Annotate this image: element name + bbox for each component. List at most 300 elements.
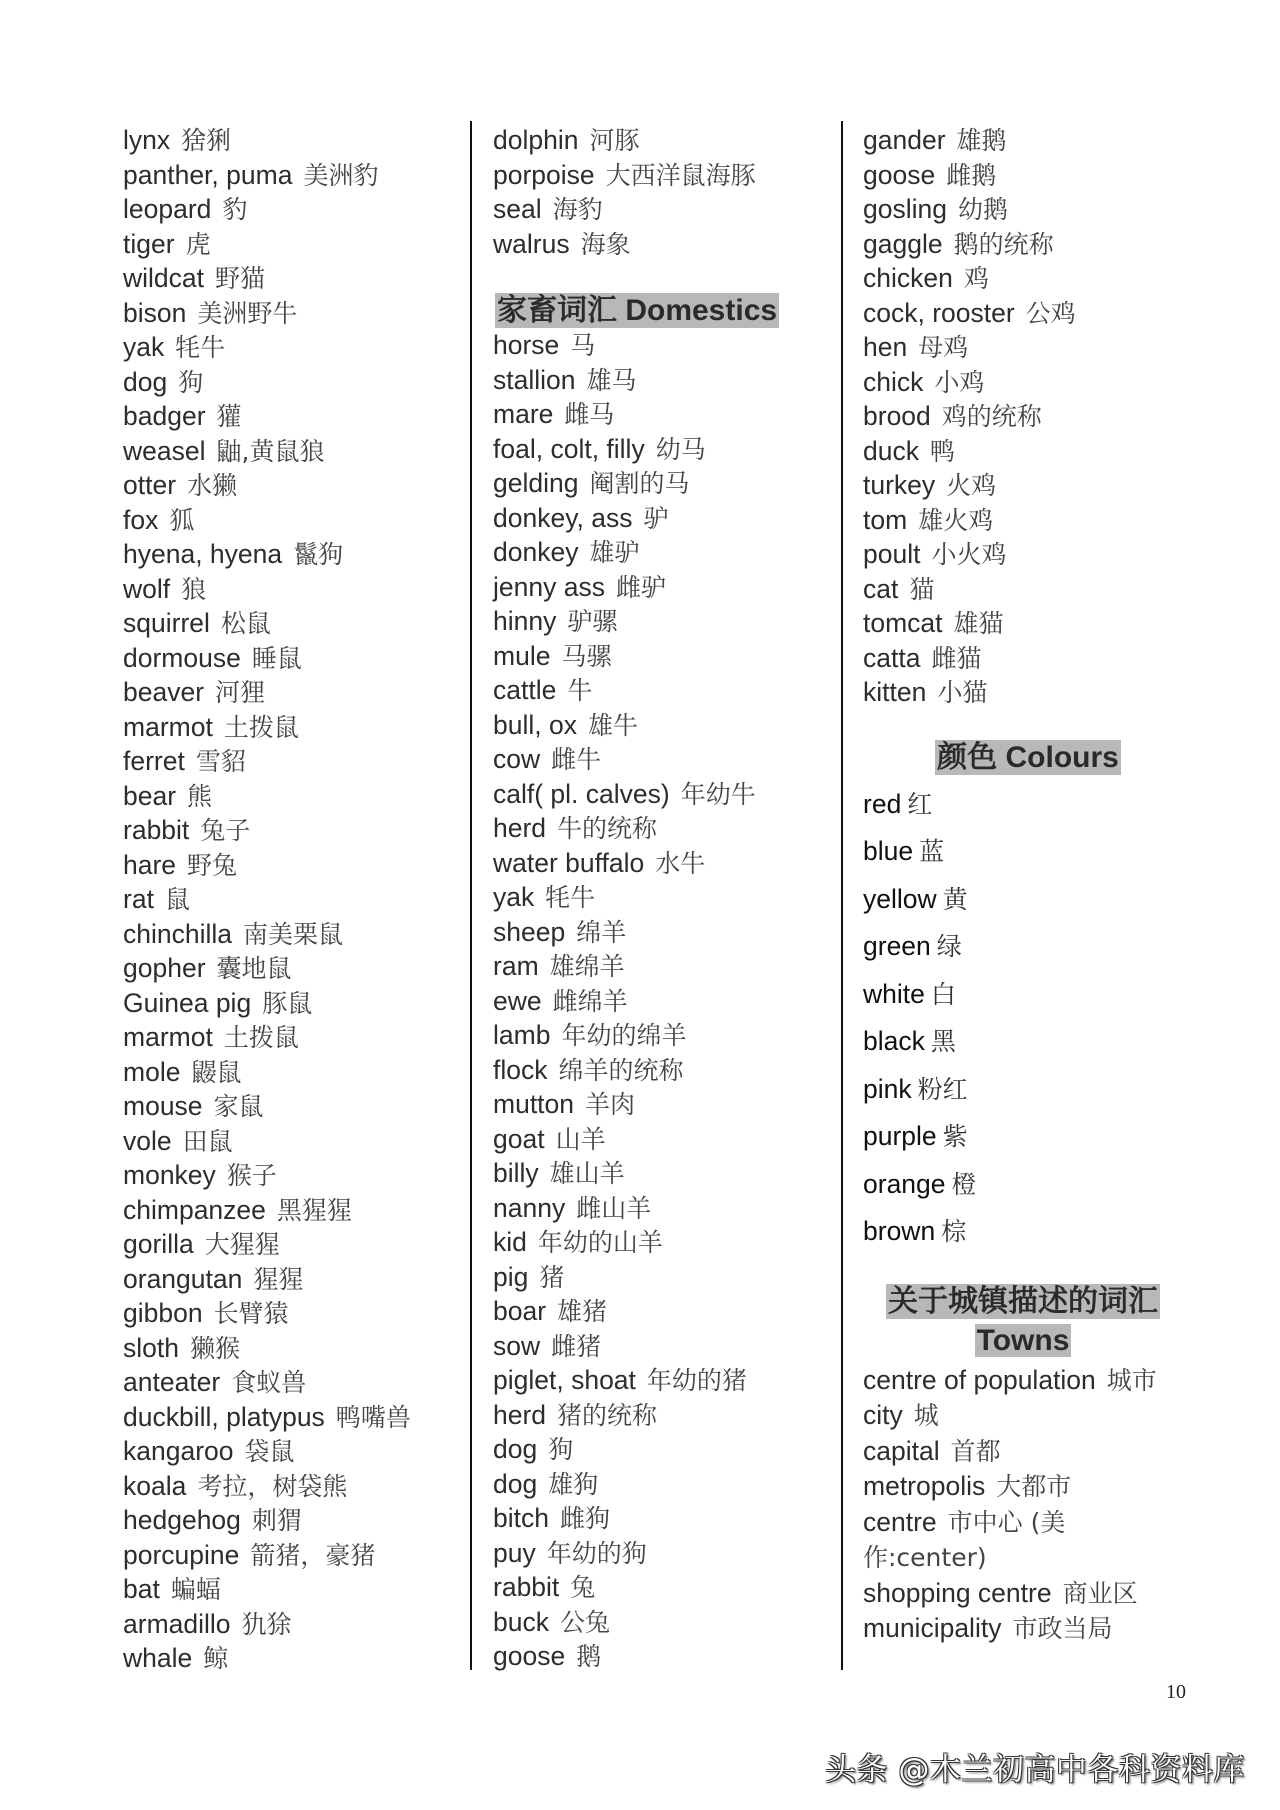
vocab-item xyxy=(493,1639,833,1674)
english-term: brood xyxy=(863,401,931,431)
english-term: lynx xyxy=(123,125,171,155)
english-term: tomcat xyxy=(863,608,943,638)
chinese-translation: 驴骡 xyxy=(567,607,618,636)
english-term: koala xyxy=(123,1470,187,1501)
vocab-item xyxy=(123,1331,463,1366)
chinese-translation: 山羊 xyxy=(555,1124,606,1154)
chinese-translation: 鹅的统称 xyxy=(953,229,1054,259)
town-item xyxy=(863,1469,1183,1505)
colour-item xyxy=(863,781,1193,829)
english-term: goose xyxy=(863,159,936,190)
english-term: marmot xyxy=(123,1022,213,1052)
english-term: jenny ass xyxy=(493,571,605,602)
chinese-translation: 雄鹅 xyxy=(956,126,1007,155)
english-term: monkey xyxy=(123,1160,216,1190)
english-term: hen xyxy=(863,332,908,362)
english-term: herd xyxy=(493,1399,547,1430)
english-term: herd xyxy=(493,813,547,843)
vocab-item xyxy=(123,123,463,158)
english-term: ram xyxy=(493,951,539,981)
vocab-item xyxy=(493,1191,833,1226)
english-term: mare xyxy=(493,399,554,429)
vocab-item xyxy=(863,158,1193,193)
vocab-item xyxy=(123,468,463,503)
english-term: hare xyxy=(123,849,177,880)
vocab-item xyxy=(123,572,463,607)
vocab-item xyxy=(493,328,833,363)
vocab-item xyxy=(863,399,1193,434)
english-term: city xyxy=(863,1400,903,1430)
english-term: bull, ox xyxy=(493,709,577,740)
vocab-item xyxy=(493,192,833,227)
english-term: sow xyxy=(493,1330,541,1361)
sea-animals-list xyxy=(493,123,833,261)
chinese-translation: 雄驴 xyxy=(589,538,640,567)
chinese-translation: 雌猫 xyxy=(931,643,982,673)
vocab-item xyxy=(863,572,1193,607)
chinese-translation: 狼 xyxy=(181,574,207,604)
english-term: billy xyxy=(493,1158,539,1188)
english-term: kangaroo xyxy=(123,1436,234,1466)
english-term: yak xyxy=(123,332,165,362)
chinese-translation: 豚鼠 xyxy=(262,988,313,1018)
vocab-item xyxy=(123,813,463,848)
towns-heading-line1: 关于城镇描述的词汇 xyxy=(888,1284,1158,1318)
colour-item xyxy=(863,1066,1193,1114)
english-term: purple xyxy=(863,1121,937,1151)
english-term: bat xyxy=(123,1574,160,1604)
chinese-translation: 考拉，树袋熊 xyxy=(197,1471,348,1501)
english-term: donkey xyxy=(493,537,579,567)
vocab-item xyxy=(123,296,463,331)
english-term: pink xyxy=(863,1073,912,1104)
vocab-item xyxy=(123,1193,463,1228)
chinese-translation: 公鸡 xyxy=(1025,298,1076,328)
chinese-translation: 雌狗 xyxy=(559,1504,610,1533)
chinese-translation: 雄绵羊 xyxy=(549,952,625,981)
english-term: pig xyxy=(493,1261,529,1292)
vocab-item xyxy=(493,1087,833,1122)
vocab-item xyxy=(493,158,833,193)
colour-item xyxy=(863,1018,1193,1066)
chinese-translation: 首都 xyxy=(950,1436,1001,1466)
vocab-item xyxy=(493,915,833,950)
english-term: blue xyxy=(863,836,914,866)
vocab-item xyxy=(493,604,833,639)
vocab-item xyxy=(123,1572,463,1607)
english-term: flock xyxy=(493,1054,548,1085)
towns-list xyxy=(863,1363,1193,1647)
english-term: bear xyxy=(123,780,177,811)
vocab-item xyxy=(123,779,463,814)
english-term: sheep xyxy=(493,916,566,947)
english-term: cattle xyxy=(493,675,557,705)
chinese-translation: 犰狳 xyxy=(241,1609,292,1639)
chinese-translation: 家鼠 xyxy=(213,1092,264,1121)
chinese-translation: 年幼牛 xyxy=(680,779,756,809)
english-term: yellow xyxy=(863,883,937,914)
english-term: marmot xyxy=(123,711,213,742)
english-term: armadillo xyxy=(123,1608,231,1639)
chinese-translation: 鹅 xyxy=(576,1642,602,1671)
vocab-item xyxy=(863,468,1193,503)
chinese-translation: 幼马 xyxy=(655,434,706,464)
vocab-item xyxy=(123,675,463,710)
vocab-item xyxy=(123,537,463,572)
english-term: capital xyxy=(863,1435,940,1466)
chinese-translation: 紫 xyxy=(942,1122,968,1151)
colour-item xyxy=(863,828,1193,876)
vocab-item xyxy=(493,1053,833,1088)
english-term: gopher xyxy=(123,953,206,983)
chinese-translation: 阉割的马 xyxy=(589,469,690,498)
vocab-item xyxy=(493,1225,833,1260)
english-term: yak xyxy=(493,882,535,912)
chinese-translation: 猩猩 xyxy=(253,1264,304,1294)
english-term: otter xyxy=(123,470,177,500)
vocab-item xyxy=(493,397,833,432)
vocab-item xyxy=(123,1503,463,1538)
english-term: puy xyxy=(493,1537,536,1568)
chinese-translation: 野猫 xyxy=(215,264,266,293)
chinese-translation: 棕 xyxy=(941,1217,967,1246)
vocab-item xyxy=(123,1124,463,1159)
chinese-translation: 雌鹅 xyxy=(946,160,997,190)
chinese-translation: 囊地鼠 xyxy=(216,954,292,983)
chinese-translation: 市政当局 xyxy=(1012,1614,1113,1643)
english-term: mutton xyxy=(493,1089,575,1119)
vocab-item xyxy=(123,986,463,1021)
vocab-item xyxy=(123,330,463,365)
vocab-item xyxy=(123,710,463,745)
chinese-translation: 年幼的绵羊 xyxy=(561,1021,687,1050)
chinese-translation: 黑 xyxy=(930,1027,956,1056)
english-term: water buffalo xyxy=(493,847,645,878)
chinese-translation: 水獭 xyxy=(187,471,238,500)
vocab-item xyxy=(493,777,833,812)
vocab-item xyxy=(493,1294,833,1329)
english-term: dormouse xyxy=(123,642,241,673)
chinese-translation: 牦牛 xyxy=(175,333,226,362)
english-term: duck xyxy=(863,435,919,466)
english-term: duckbill, platypus xyxy=(123,1401,325,1432)
vocab-item xyxy=(863,330,1193,365)
chinese-translation: 马骡 xyxy=(561,641,612,671)
vocab-item xyxy=(123,1262,463,1297)
vocab-item xyxy=(863,641,1193,676)
english-term: tom xyxy=(863,504,908,535)
english-term: beaver xyxy=(123,677,205,707)
chinese-translation: 土拨鼠 xyxy=(223,1023,299,1052)
english-term: panther, puma xyxy=(123,159,293,190)
chinese-translation: 雌猪 xyxy=(551,1331,602,1361)
english-term: nanny xyxy=(493,1192,566,1223)
vocab-item xyxy=(123,744,463,779)
english-term: dog xyxy=(123,366,168,397)
town-item xyxy=(863,1363,1183,1399)
english-term: rabbit xyxy=(493,1572,560,1602)
colours-list xyxy=(863,781,1193,1256)
english-term: vole xyxy=(123,1125,172,1156)
colour-item xyxy=(863,1161,1193,1209)
vocab-item xyxy=(863,296,1193,331)
chinese-translation: 雌马 xyxy=(564,400,615,429)
chinese-translation: 袋鼠 xyxy=(244,1437,295,1466)
towns-heading-wrap xyxy=(863,1284,1183,1363)
english-term: chick xyxy=(863,366,924,397)
vocab-item xyxy=(123,261,463,296)
chinese-translation: 海象 xyxy=(580,229,631,259)
english-term: orange xyxy=(863,1168,946,1199)
colours-heading: 颜色 Colours xyxy=(937,740,1119,774)
chinese-translation: 母鸡 xyxy=(918,333,969,362)
vocab-item xyxy=(493,570,833,605)
chinese-translation: 鼹鼠 xyxy=(191,1057,242,1087)
chinese-translation: 驴 xyxy=(643,503,669,533)
chinese-translation: 雪貂 xyxy=(195,747,246,776)
english-term: dog xyxy=(493,1468,538,1499)
chinese-translation: 橙 xyxy=(951,1169,977,1199)
chinese-translation: 雄狗 xyxy=(548,1469,599,1499)
vocab-item xyxy=(493,984,833,1019)
english-term: municipality xyxy=(863,1613,1002,1643)
english-term: hedgehog xyxy=(123,1505,241,1535)
english-term: green xyxy=(863,931,931,961)
chinese-translation: 鸭 xyxy=(929,436,955,466)
english-term: cock, rooster xyxy=(863,297,1015,328)
vocab-item xyxy=(123,951,463,986)
vocab-item xyxy=(493,708,833,743)
chinese-translation: 兔 xyxy=(570,1573,596,1602)
english-term: squirrel xyxy=(123,608,210,638)
chinese-translation: 鸡 xyxy=(963,264,989,293)
english-term: metropolis xyxy=(863,1471,986,1501)
english-term: wildcat xyxy=(123,263,205,293)
chinese-translation: 睡鼠 xyxy=(251,643,302,673)
chinese-translation: 年幼的山羊 xyxy=(537,1228,663,1257)
chinese-translation: 粉红 xyxy=(917,1074,968,1104)
vocab-item xyxy=(493,742,833,777)
vocab-item xyxy=(493,123,833,158)
chinese-translation: 河豚 xyxy=(589,126,640,155)
english-term: seal xyxy=(493,194,542,224)
vocab-item xyxy=(493,1260,833,1295)
towns-heading-line2: Towns xyxy=(976,1323,1070,1357)
english-term: Guinea pig xyxy=(123,987,252,1018)
vocab-item xyxy=(123,503,463,538)
chinese-translation: 猪的统称 xyxy=(557,1400,658,1430)
vocab-item xyxy=(863,261,1193,296)
english-term: chinchilla xyxy=(123,918,233,949)
english-term: cow xyxy=(493,744,541,774)
chinese-translation: 食蚁兽 xyxy=(231,1368,307,1397)
chinese-translation: 狐 xyxy=(169,505,195,535)
vocab-item xyxy=(863,227,1193,262)
chinese-translation: 虎 xyxy=(185,229,211,259)
english-term: boar xyxy=(493,1296,547,1326)
english-term: rabbit xyxy=(123,815,190,845)
english-term: poult xyxy=(863,539,921,569)
column-wild-animals xyxy=(123,123,463,1676)
english-term: mouse xyxy=(123,1091,203,1121)
english-term: centre of population xyxy=(863,1364,1096,1395)
english-term: weasel xyxy=(123,435,206,466)
english-term: piglet, shoat xyxy=(493,1365,636,1395)
chinese-translation: 蝙蝠 xyxy=(170,1575,221,1604)
english-term: chimpanzee xyxy=(123,1194,266,1225)
colours-heading-wrap xyxy=(863,740,1193,775)
vocab-item xyxy=(863,537,1193,572)
chinese-translation: 雌山羊 xyxy=(576,1193,652,1223)
chinese-translation: 箭猪，豪猪 xyxy=(250,1540,376,1570)
vocab-item xyxy=(123,1400,463,1435)
english-term: dolphin xyxy=(493,125,579,155)
chinese-translation: 鸭嘴兽 xyxy=(335,1402,411,1432)
vocab-item xyxy=(123,1641,463,1676)
english-term: porpoise xyxy=(493,159,595,190)
vocab-item xyxy=(493,1570,833,1605)
chinese-translation: 雄火鸡 xyxy=(918,505,994,535)
vocab-item xyxy=(493,639,833,674)
vocab-item xyxy=(493,811,833,846)
chinese-translation: 鸡的统称 xyxy=(941,402,1042,431)
chinese-translation: 雌绵羊 xyxy=(552,986,628,1016)
vocab-item xyxy=(123,1469,463,1504)
english-term: ewe xyxy=(493,985,542,1016)
english-term: lamb xyxy=(493,1020,551,1050)
english-term: shopping centre xyxy=(863,1577,1052,1608)
english-term: gander xyxy=(863,125,946,155)
chinese-translation: 城 xyxy=(913,1401,939,1430)
vocab-item xyxy=(863,192,1193,227)
chinese-translation: 幼鹅 xyxy=(957,195,1008,224)
vocab-item xyxy=(493,1122,833,1157)
english-term: black xyxy=(863,1026,925,1056)
chinese-translation: 鲸 xyxy=(203,1644,229,1673)
chinese-translation: 美洲野牛 xyxy=(197,298,298,328)
english-term: badger xyxy=(123,401,206,431)
town-item xyxy=(863,1576,1183,1612)
vocab-item xyxy=(123,1055,463,1090)
english-term: hinny xyxy=(493,606,557,636)
colour-item xyxy=(863,1208,1193,1256)
vocab-item xyxy=(863,606,1193,641)
vocab-item xyxy=(493,1432,833,1467)
vocab-item xyxy=(493,1536,833,1571)
english-term: orangutan xyxy=(123,1263,243,1294)
english-term: stallion xyxy=(493,364,576,395)
chinese-translation: 獭猴 xyxy=(189,1333,240,1363)
colour-item xyxy=(863,1113,1193,1161)
chinese-translation: 猴子 xyxy=(226,1161,277,1190)
english-term: chicken xyxy=(863,263,953,293)
english-term: buck xyxy=(493,1606,549,1637)
english-term: fox xyxy=(123,504,159,535)
chinese-translation: 南美栗鼠 xyxy=(243,919,344,949)
chinese-translation: 蓝 xyxy=(919,837,945,866)
english-term: foal, colt, filly xyxy=(493,433,645,464)
chinese-translation: 猫 xyxy=(909,574,935,604)
chinese-translation: 火鸡 xyxy=(946,471,997,500)
english-term: ferret xyxy=(123,746,185,776)
chinese-translation: 熊 xyxy=(187,781,213,811)
english-term: bison xyxy=(123,297,187,328)
chinese-translation: 绵羊 xyxy=(576,917,627,947)
english-term: goose xyxy=(493,1641,566,1671)
english-term: sloth xyxy=(123,1332,179,1363)
chinese-translation: 猞猁 xyxy=(181,126,232,155)
chinese-translation: 獾 xyxy=(216,402,242,431)
english-term: hyena, hyena xyxy=(123,539,283,569)
english-term: catta xyxy=(863,642,921,673)
chinese-translation: 水牛 xyxy=(655,848,706,878)
english-term: mule xyxy=(493,640,551,671)
chinese-translation: 绵羊的统称 xyxy=(558,1055,684,1085)
vocab-item xyxy=(493,846,833,881)
english-term: whale xyxy=(123,1643,193,1673)
chinese-translation: 牛 xyxy=(567,676,593,705)
chinese-translation: 小猫 xyxy=(937,678,988,707)
chinese-translation: 雌牛 xyxy=(551,745,602,774)
vocab-item xyxy=(123,227,463,262)
vocab-item xyxy=(123,1158,463,1193)
vocab-item xyxy=(493,673,833,708)
vocab-item xyxy=(493,949,833,984)
vocab-item xyxy=(493,1467,833,1502)
domestics-heading: 家畜词汇 Domestics xyxy=(497,294,778,327)
watermark: 头条 @木兰初高中各科资料库 xyxy=(825,1752,1245,1788)
domestics-heading-wrap xyxy=(495,293,833,328)
chinese-translation: 公兔 xyxy=(559,1607,610,1637)
chinese-translation: 年幼的狗 xyxy=(546,1538,647,1568)
vocab-item xyxy=(123,848,463,883)
vocab-item xyxy=(123,1296,463,1331)
vocab-item xyxy=(123,1607,463,1642)
vocab-item xyxy=(493,880,833,915)
column-divider-2 xyxy=(841,121,843,1670)
chinese-translation: 商业区 xyxy=(1062,1578,1138,1608)
vocab-item xyxy=(123,192,463,227)
chinese-translation: 松鼠 xyxy=(220,609,271,638)
vocab-item xyxy=(123,434,463,469)
english-term: gaggle xyxy=(863,228,943,259)
vocab-item xyxy=(493,432,833,467)
chinese-translation: 大猩猩 xyxy=(204,1230,280,1259)
vocab-item xyxy=(123,158,463,193)
chinese-translation: 雌驴 xyxy=(615,572,666,602)
chinese-translation: 猪 xyxy=(539,1262,565,1292)
chinese-translation: 海豹 xyxy=(552,195,603,224)
chinese-translation: 鼬,黄鼠狼 xyxy=(216,436,325,466)
chinese-translation: 雄山羊 xyxy=(549,1159,625,1188)
vocab-item xyxy=(123,882,463,917)
page-number: 10 xyxy=(1166,1681,1186,1703)
english-term: cat xyxy=(863,573,899,604)
english-term: porcupine xyxy=(123,1539,240,1570)
english-term: goat xyxy=(493,1123,545,1154)
poultry-pets-list xyxy=(863,123,1193,710)
vocab-item xyxy=(123,1227,463,1262)
chinese-translation: 年幼的猪 xyxy=(646,1366,747,1395)
english-term: calf( pl. calves) xyxy=(493,778,670,809)
vocab-item xyxy=(123,606,463,641)
english-term: kid xyxy=(493,1227,527,1257)
vocab-item xyxy=(863,434,1193,469)
chinese-translation: 刺猬 xyxy=(251,1506,302,1535)
english-term: leopard xyxy=(123,194,212,224)
vocab-item xyxy=(493,363,833,398)
column-domestics xyxy=(493,123,833,1674)
